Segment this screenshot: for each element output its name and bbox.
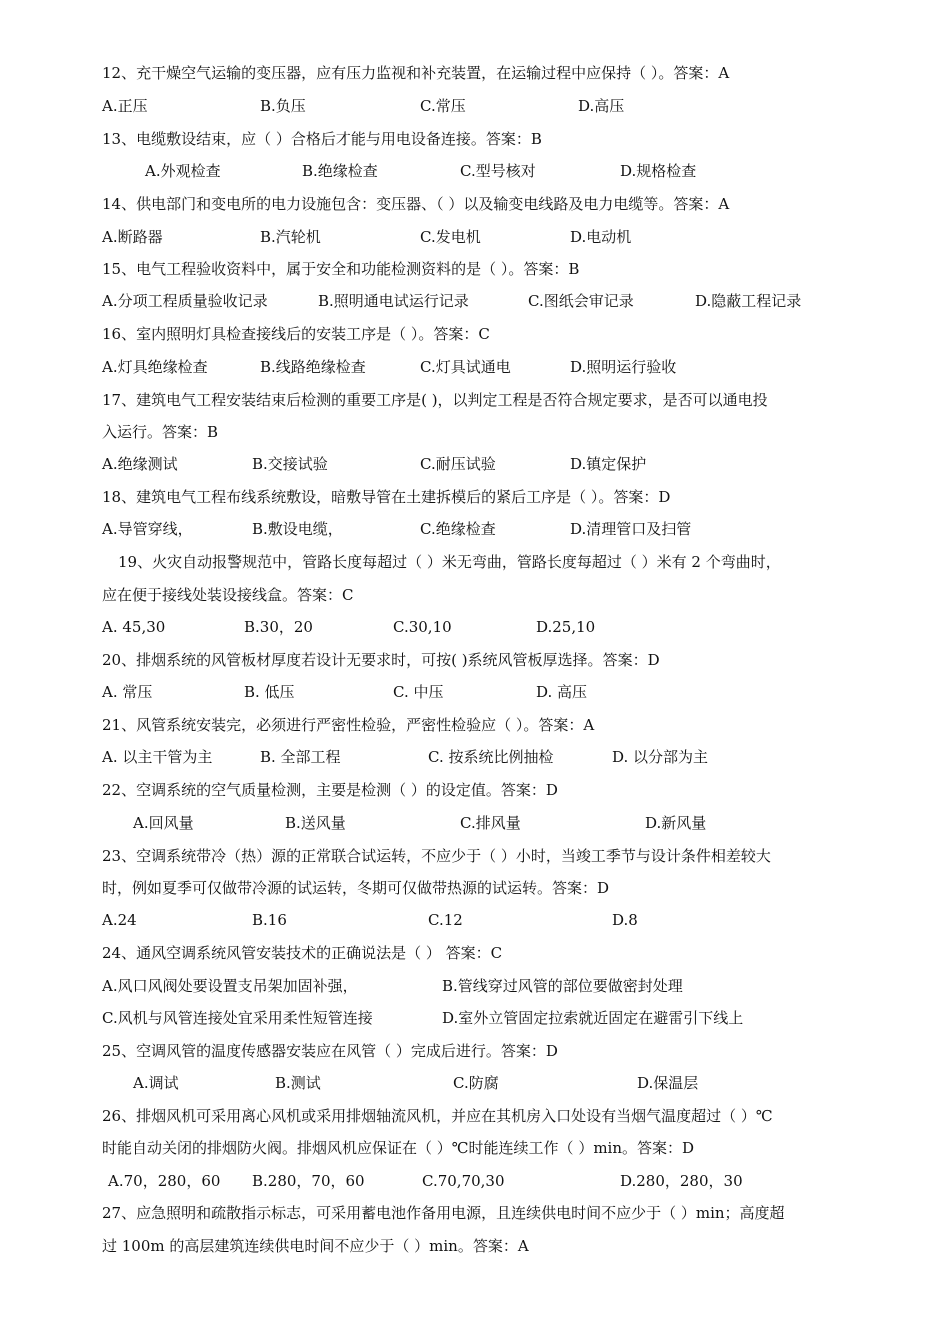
answer-option: D.280，280，30	[620, 1172, 743, 1190]
question-stem: 18、建筑电气工程布线系统敷设，暗敷导管在土建拆模后的紧后工序是（ ）。答案：D	[102, 488, 671, 506]
question-stem: 25、空调风管的温度传感器安装应在风管（ ）完成后进行。答案：D	[102, 1042, 558, 1060]
answer-option: B.负压	[260, 97, 306, 115]
answer-option: D.8	[612, 911, 638, 929]
answer-option: A.24	[102, 911, 137, 929]
question-stem: 15、电气工程验收资料中，属于安全和功能检测资料的是（ ）。答案：B	[102, 260, 580, 278]
question-stem: 22、空调系统的空气质量检测，主要是检测（ ）的设定值。答案：D	[102, 781, 558, 799]
answer-option: B.16	[252, 911, 287, 929]
question-stem: 19、火灾自动报警规范中，管路长度每超过（ ）米无弯曲，管路长度每超过（ ）米有 2 个弯曲时，	[118, 553, 781, 571]
answer-option: C. 中压	[393, 683, 444, 701]
answer-option: A.灯具绝缘检查	[102, 358, 208, 376]
question-stem-continued: 应在便于接线处装设接线盒。答案：C	[102, 586, 354, 604]
answer-option: D.新风量	[645, 814, 707, 832]
answer-option: B.280，70，60	[252, 1172, 365, 1190]
answer-option: C.12	[428, 911, 463, 929]
answer-option: D.高压	[578, 97, 625, 115]
answer-option: B.30，20	[244, 618, 313, 636]
answer-option: A.调试	[133, 1074, 179, 1092]
answer-option: D.清理管口及扫管	[570, 520, 692, 538]
answer-option: A.导管穿线，	[102, 520, 193, 538]
answer-option: C.风机与风管连接处宜采用柔性短管连接	[102, 1009, 373, 1027]
answer-option: C.排风量	[460, 814, 521, 832]
question-stem-continued: 入运行。答案：B	[102, 423, 219, 441]
question-stem: 21、风管系统安装完，必须进行严密性检验，严密性检验应（ ）。答案：A	[102, 716, 595, 734]
question-stem: 24、通风空调系统风管安装技术的正确说法是（ ） 答案：C	[102, 944, 503, 962]
question-stem-continued: 时，例如夏季可仅做带冷源的试运转，冬期可仅做带热源的试运转。答案：D	[102, 879, 610, 897]
answer-option: C.发电机	[420, 228, 481, 246]
answer-option: D.室外立管固定拉索就近固定在避雷引下线上	[442, 1009, 744, 1027]
answer-option: A.70，280，60	[108, 1172, 221, 1190]
answer-option: D. 高压	[536, 683, 588, 701]
answer-option: D.规格检查	[620, 162, 697, 180]
answer-option: D. 以分部为主	[612, 748, 709, 766]
answer-option: C.图纸会审记录	[528, 292, 634, 310]
question-stem: 13、电缆敷设结束，应（ ）合格后才能与用电设备连接。答案：B	[102, 130, 542, 148]
answer-option: B.交接试验	[252, 455, 328, 473]
answer-option: C.70,70,30	[422, 1172, 505, 1190]
question-stem-continued: 过 100m 的高层建筑连续供电时间不应少于（ ）min。答案：A	[102, 1237, 529, 1255]
answer-option: A.回风量	[133, 814, 194, 832]
question-stem: 12、充干燥空气运输的变压器，应有压力监视和补充装置，在运输过程中应保持（ ）。答案：A	[102, 64, 730, 82]
answer-option: C.30,10	[393, 618, 452, 636]
question-stem-continued: 时能自动关闭的排烟防火阀。排烟风机应保证在（ ）℃时能连续工作（ ）min。答案：D	[102, 1139, 695, 1157]
answer-option: B.管线穿过风管的部位要做密封处理	[442, 977, 683, 995]
answer-option: B. 全部工程	[260, 748, 341, 766]
answer-option: A.外观检查	[145, 162, 221, 180]
question-stem: 17、建筑电气工程安装结束后检测的重要工序是( )，以判定工程是否符合规定要求，是否可以通电投	[102, 391, 768, 409]
answer-option: B.送风量	[285, 814, 346, 832]
answer-option: B.线路绝缘检查	[260, 358, 366, 376]
answer-option: D.保温层	[637, 1074, 699, 1092]
answer-option: C.型号核对	[460, 162, 536, 180]
answer-option: B.照明通电试运行记录	[318, 292, 469, 310]
answer-option: B.绝缘检查	[302, 162, 378, 180]
answer-option: A.分项工程质量验收记录	[102, 292, 268, 310]
answer-option: A.正压	[102, 97, 148, 115]
answer-option: C.绝缘检查	[420, 520, 496, 538]
answer-option: B.汽轮机	[260, 228, 321, 246]
answer-option: D.电动机	[570, 228, 632, 246]
answer-option: A. 45,30	[102, 618, 166, 636]
answer-option: C. 按系统比例抽检	[428, 748, 554, 766]
answer-option: A.绝缘测试	[102, 455, 178, 473]
answer-option: C.防腐	[453, 1074, 499, 1092]
answer-option: B.敷设电缆，	[252, 520, 343, 538]
question-stem: 20、排烟系统的风管板材厚度若设计无要求时，可按( )系统风管板厚选择。答案：D	[102, 651, 660, 669]
answer-option: A. 常压	[102, 683, 153, 701]
answer-option: C.灯具试通电	[420, 358, 511, 376]
question-stem: 26、排烟风机可采用离心风机或采用排烟轴流风机，并应在其机房入口处设有当烟气温度超过（ ）℃	[102, 1107, 773, 1125]
question-stem: 27、应急照明和疏散指示标志，可采用蓄电池作备用电源，且连续供电时间不应少于（ ）min；高度超	[102, 1204, 785, 1222]
question-stem: 16、室内照明灯具检查接线后的安装工序是（ ）。答案：C	[102, 325, 490, 343]
answer-option: B.测试	[275, 1074, 321, 1092]
answer-option: D.25,10	[536, 618, 596, 636]
answer-option: C.常压	[420, 97, 466, 115]
answer-option: A. 以主干管为主	[102, 748, 213, 766]
answer-option: C.耐压试验	[420, 455, 496, 473]
answer-option: B. 低压	[244, 683, 295, 701]
question-stem: 23、空调系统带冷（热）源的正常联合试运转，不应少于（ ）小时，当竣工季节与设计条件相差较大	[102, 847, 771, 865]
answer-option: A.风口风阀处要设置支吊架加固补强，	[102, 977, 358, 995]
question-stem: 14、供电部门和变电所的电力设施包含：变压器、（ ）以及输变电线路及电力电缆等。答案：A	[102, 195, 730, 213]
answer-option: A.断路器	[102, 228, 163, 246]
answer-option: D.照明运行验收	[570, 358, 677, 376]
answer-option: D.镇定保护	[570, 455, 647, 473]
answer-option: D.隐蔽工程记录	[695, 292, 802, 310]
